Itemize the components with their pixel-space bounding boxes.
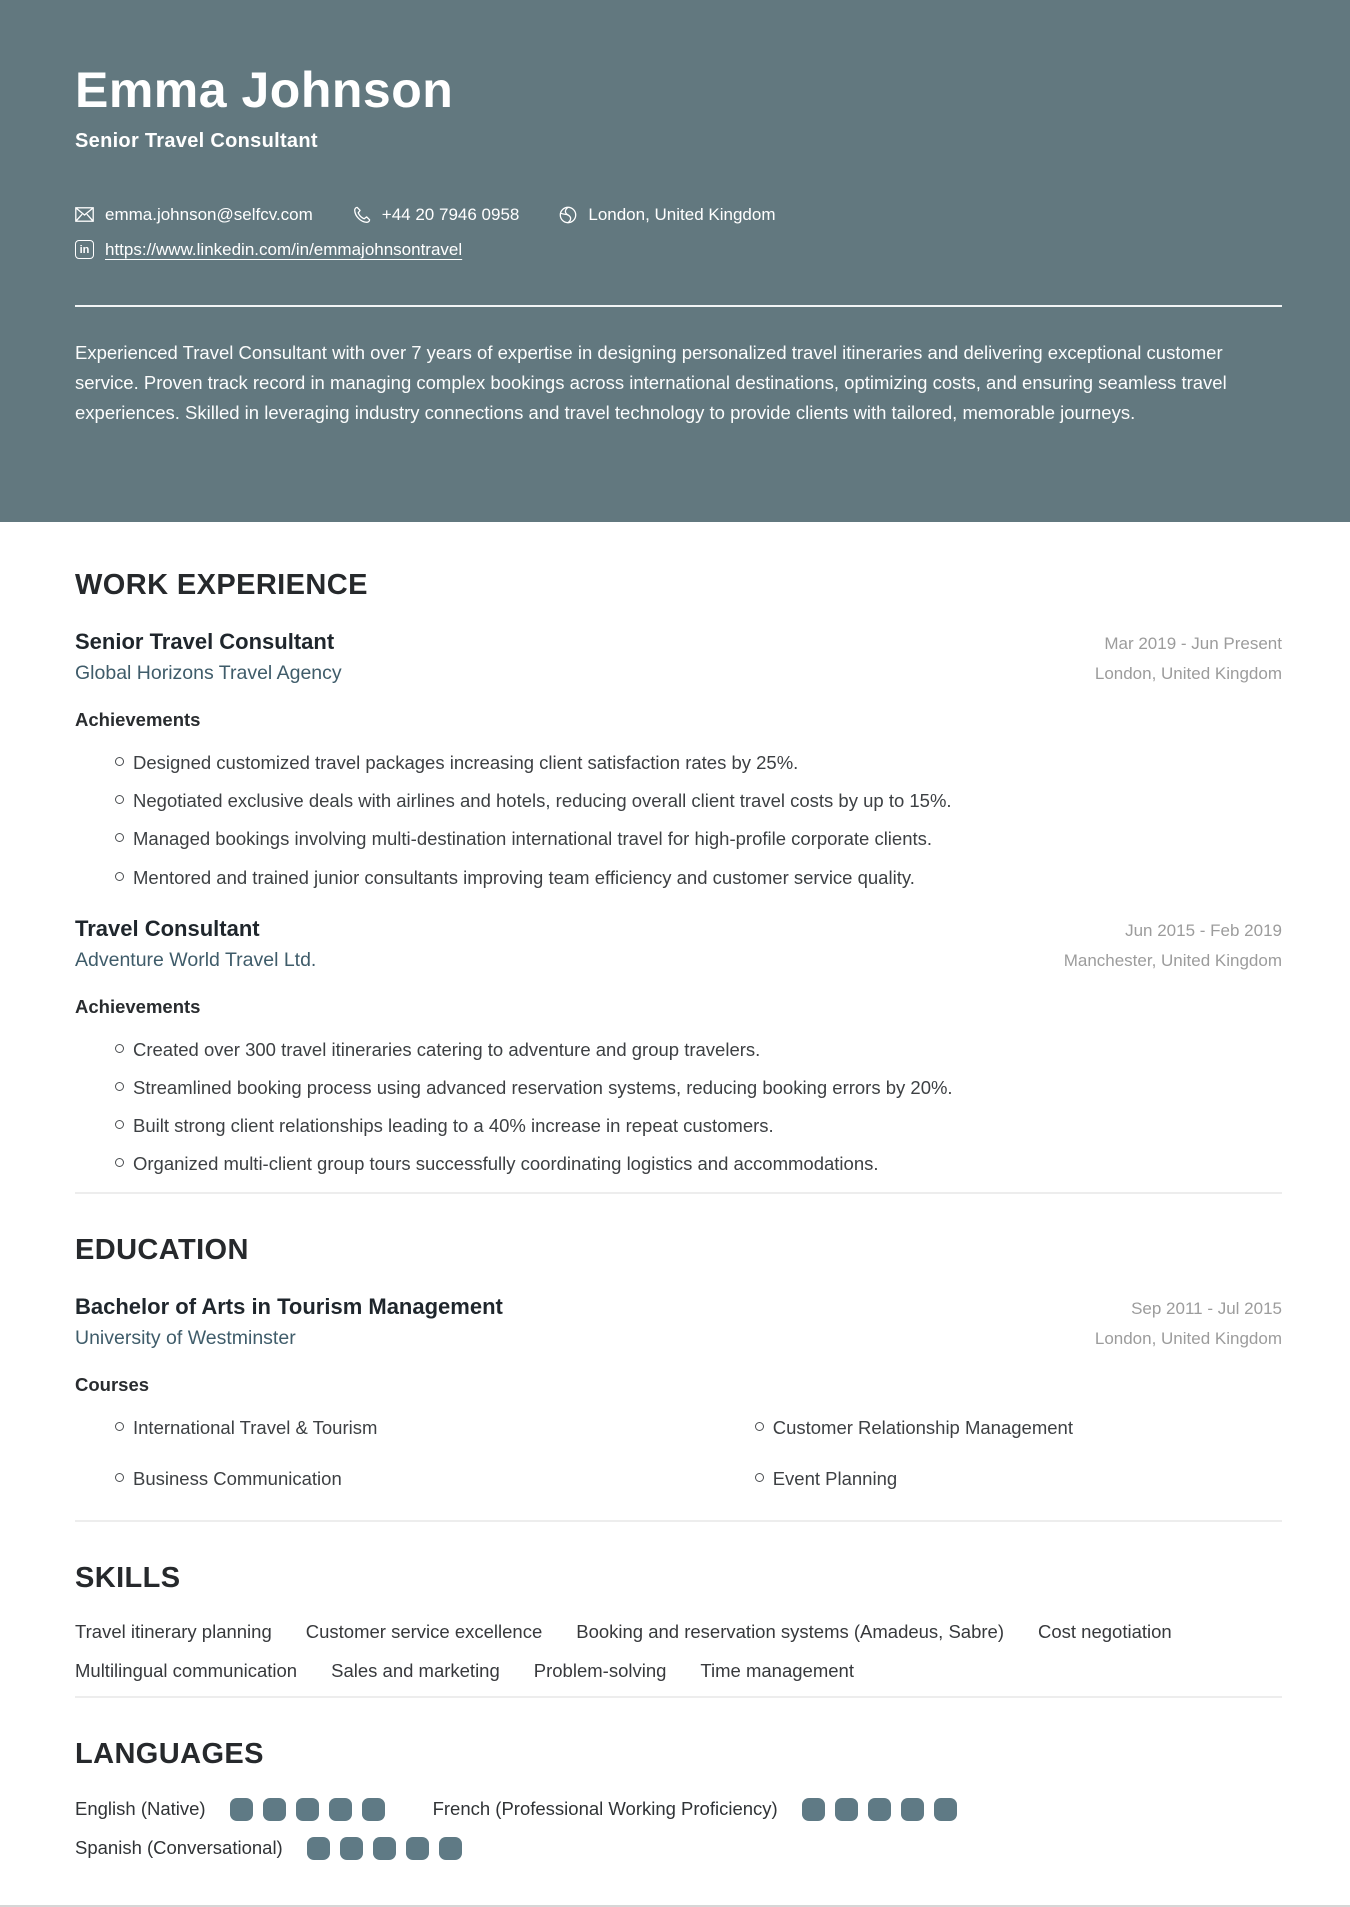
job-title: Travel Consultant (75, 915, 260, 941)
language-level-squares (230, 1798, 385, 1821)
language-label: Spanish (Conversational) (75, 1837, 283, 1859)
job-entry (75, 916, 1282, 1176)
skill-item: Customer service excellence (305, 1620, 543, 1642)
job-company-row (75, 662, 1282, 685)
skill-item: Travel itinerary planning (75, 1620, 272, 1642)
contact-location (559, 205, 775, 225)
contact-phone (353, 205, 520, 225)
education-section-title: EDUCATION (75, 1233, 249, 1266)
achievement-item: Designed customized travel packages increasing client satisfaction rates by 25%. (75, 752, 1282, 774)
job-dates: Jun 2015 - Feb 2019 (1125, 920, 1282, 940)
language-label: French (Professional Working Proficiency) (432, 1798, 778, 1820)
skill-item: Sales and marketing (331, 1659, 500, 1681)
level-square (263, 1798, 286, 1821)
course-item: Customer Relationship Management (715, 1417, 1282, 1439)
education-dates: Sep 2011 - Jul 2015 (1131, 1298, 1282, 1318)
section-education (75, 1194, 1282, 1506)
section-skills (75, 1522, 1282, 1682)
courses-label: Courses (75, 1373, 150, 1395)
level-square (439, 1837, 462, 1860)
languages-section-title: LANGUAGES (75, 1737, 264, 1770)
level-square (934, 1798, 957, 1821)
level-square (802, 1798, 825, 1821)
achievements-label: Achievements (75, 709, 201, 730)
job-entry (75, 629, 1282, 889)
achievement-item: Built strong client relationships leading to a 40% increase in repeat customers. (75, 1115, 1282, 1137)
education-entry (75, 1294, 1282, 1506)
level-square (406, 1837, 429, 1860)
course-item: International Travel & Tourism (75, 1417, 715, 1439)
linkedin-link[interactable]: https://www.linkedin.com/in/emmajohnsontravel (105, 239, 463, 259)
achievement-item: Managed bookings involving multi-destination international travel for high-profile corporate clients. (75, 828, 1282, 850)
job-title-row (75, 629, 1282, 655)
level-square (230, 1798, 253, 1821)
resume-body (0, 522, 1350, 1900)
linkedin-icon: in (75, 240, 94, 259)
course-item: Business Communication (75, 1468, 715, 1490)
job-company: Global Horizons Travel Agency (75, 662, 342, 684)
section-languages (75, 1698, 1282, 1860)
job-location: Manchester, United Kingdom (1063, 950, 1282, 970)
school-name: University of Westminster (75, 1326, 296, 1349)
level-square (340, 1837, 363, 1860)
contact-location-text: London, United Kingdom (588, 204, 776, 224)
language-item (75, 1837, 462, 1860)
languages-list (75, 1798, 1282, 1860)
achievement-item: Created over 300 travel itineraries catering to adventure and group travelers. (75, 1039, 1282, 1061)
candidate-name: Emma Johnson (75, 62, 454, 118)
envelope-icon (75, 207, 94, 222)
globe-icon (559, 206, 577, 224)
courses-list (75, 1417, 1282, 1506)
job-title: Senior Travel Consultant (75, 629, 335, 654)
resume-header (0, 0, 1350, 522)
language-level-squares (307, 1837, 462, 1860)
header-divider (75, 305, 1282, 307)
linkedin-row (75, 240, 1282, 260)
work-section-title: WORK EXPERIENCE (75, 569, 368, 601)
language-label: English (Native) (75, 1798, 206, 1820)
achievement-item: Organized multi-client group tours successfully coordinating logistics and accommodations. (75, 1153, 1282, 1175)
level-square (307, 1837, 330, 1860)
education-location: London, United Kingdom (1094, 1328, 1282, 1348)
level-square (373, 1837, 396, 1860)
phone-icon (353, 206, 371, 224)
achievement-item: Negotiated exclusive deals with airlines and hotels, reducing overall client travel costs by up to 15%. (75, 790, 1282, 812)
language-item (75, 1798, 385, 1821)
skills-list (75, 1621, 1282, 1682)
contact-email-text: emma.johnson@selfcv.com (105, 204, 313, 224)
level-square (362, 1798, 385, 1821)
level-square (901, 1798, 924, 1821)
level-square (296, 1798, 319, 1821)
skills-section-title: SKILLS (75, 1561, 181, 1594)
degree-title: Bachelor of Arts in Tourism Management (75, 1293, 503, 1319)
contact-email (75, 205, 313, 225)
skill-item: Problem-solving (533, 1659, 667, 1681)
candidate-job-title: Senior Travel Consultant (75, 129, 318, 152)
school-row (75, 1327, 1282, 1350)
achievements-list (75, 752, 1282, 889)
job-company-row (75, 949, 1282, 972)
achievements-label: Achievements (75, 995, 201, 1017)
section-work-experience (75, 522, 1282, 1176)
skill-item: Cost negotiation (1038, 1620, 1172, 1642)
level-square (329, 1798, 352, 1821)
skill-item: Booking and reservation systems (Amadeus, Sabre) (576, 1620, 1004, 1642)
achievement-item: Mentored and trained junior consultants improving team efficiency and customer service quality. (75, 867, 1282, 889)
degree-row (75, 1294, 1282, 1320)
language-item (433, 1798, 957, 1821)
level-square (835, 1798, 858, 1821)
contact-phone-text: +44 20 7946 0958 (381, 204, 520, 224)
skill-item: Multilingual communication (75, 1659, 298, 1681)
job-location: London, United Kingdom (1094, 664, 1282, 683)
summary-text: Experienced Travel Consultant with over 7 years of expertise in designing personalized travel itineraries and delivering exceptional customer service. Proven track record in managing complex bookings across international destinations, optimizing costs, and ensuring seamless travel experiences. Skilled in leveraging industry connections and travel technology to provide clients with tailored, memorable journeys. (75, 341, 1227, 423)
skill-item: Time management (700, 1659, 854, 1681)
achievement-item: Streamlined booking process using advanced reservation systems, reducing booking errors by 20%. (75, 1077, 1282, 1099)
course-item: Event Planning (715, 1468, 1282, 1490)
job-title-row (75, 916, 1282, 942)
achievements-list (75, 1039, 1282, 1176)
job-company: Adventure World Travel Ltd. (75, 948, 317, 971)
language-level-squares (802, 1798, 957, 1821)
job-dates: Mar 2019 - Jun Present (1104, 634, 1282, 653)
level-square (868, 1798, 891, 1821)
contact-row (75, 205, 1282, 225)
